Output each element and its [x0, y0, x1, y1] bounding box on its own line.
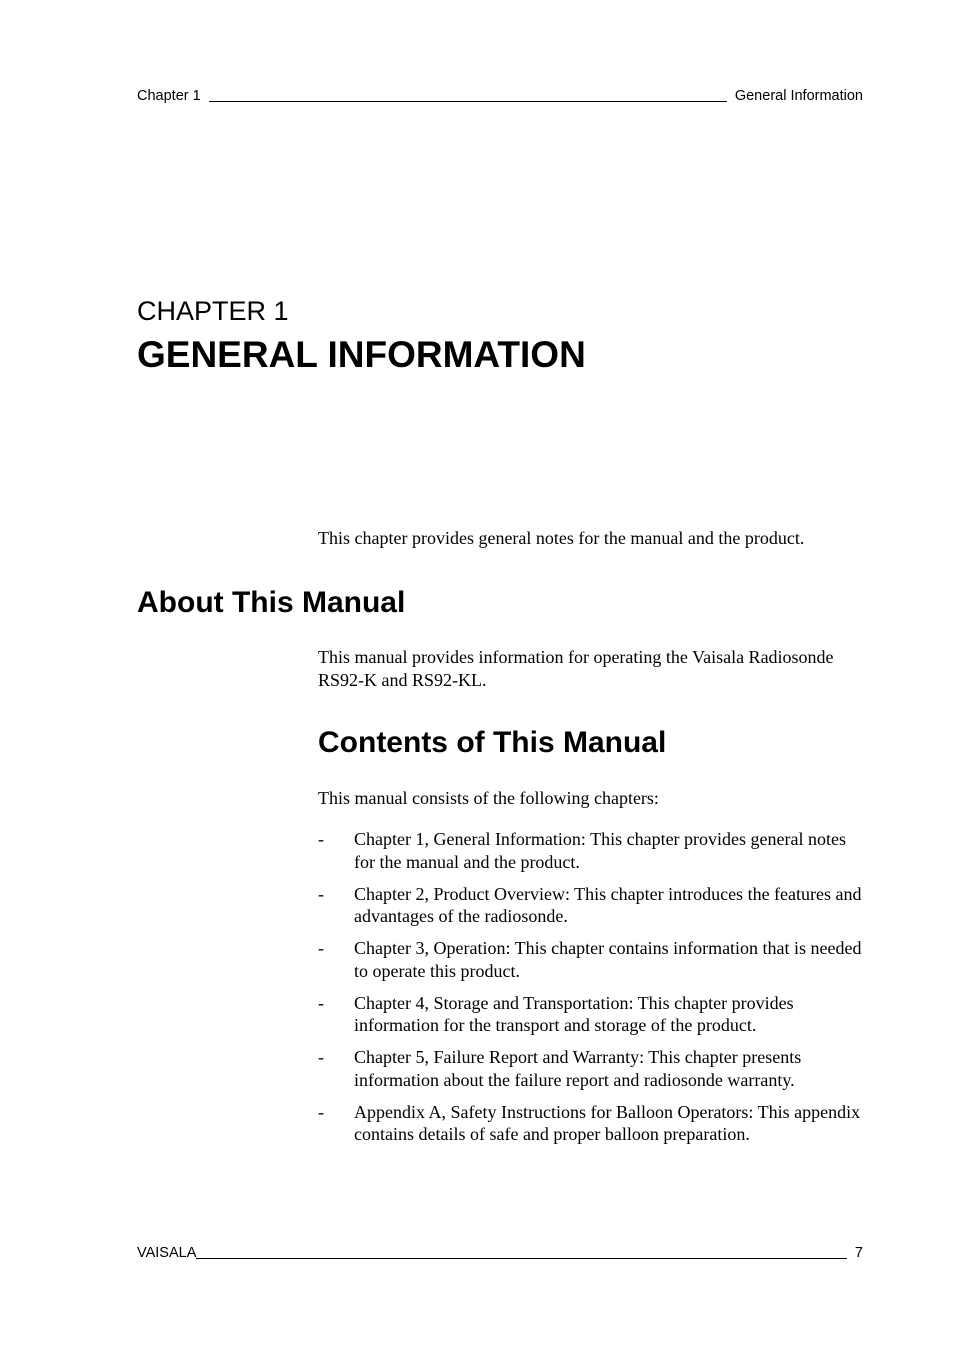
about-paragraph: This manual provides information for operating the Vaisala Radiosonde RS92-K and RS92-KL. — [318, 647, 834, 690]
chapter-title: GENERAL INFORMATION — [137, 334, 586, 375]
chapter-label: CHAPTER 1 — [137, 296, 289, 326]
running-header — [137, 87, 863, 105]
page-number: 7 — [854, 1245, 863, 1261]
footer-company: VAISALA — [137, 1245, 197, 1261]
list-item-text: Chapter 4, Storage and Transportation: This chapter provides information for the transport and storage of the product. — [354, 992, 794, 1035]
contents-intro: This manual consists of the following chapters: — [318, 788, 659, 808]
list-item — [318, 1046, 866, 1091]
header-section-title: General Information — [734, 88, 863, 104]
list-bullet: - — [318, 938, 324, 958]
list-bullet: - — [318, 829, 324, 849]
contents-heading: Contents of This Manual — [318, 726, 667, 759]
list-item — [318, 992, 866, 1037]
header-rule — [209, 101, 727, 102]
list-item-text: Chapter 2, Product Overview: This chapter introduces the features and advantages of the radiosonde. — [354, 883, 862, 926]
list-item-text: Appendix A, Safety Instructions for Balloon Operators: This appendix contains details of safe and proper balloon preparation. — [354, 1101, 861, 1144]
chapter-intro: This chapter provides general notes for the manual and the product. — [318, 528, 805, 548]
list-item — [318, 937, 866, 982]
list-bullet: - — [318, 992, 324, 1013]
list-item — [318, 1101, 866, 1146]
list-bullet: - — [318, 1101, 324, 1122]
list-bullet: - — [318, 883, 324, 904]
list-item — [318, 883, 866, 928]
footer-rule — [196, 1258, 847, 1259]
header-chapter: Chapter 1 — [137, 88, 201, 104]
list-item-text: Chapter 5, Failure Report and Warranty: This chapter presents information about the failure report and radiosonde warranty. — [354, 1047, 802, 1090]
page-footer — [137, 1244, 863, 1262]
list-item-text: Chapter 3, Operation: This chapter contains information that is needed to operate this product. — [354, 938, 862, 981]
chapter-list — [318, 828, 866, 1155]
about-heading: About This Manual — [137, 586, 406, 619]
list-item — [318, 828, 866, 873]
list-bullet: - — [318, 1047, 324, 1067]
list-item-text: Chapter 1, General Information: This chapter provides general notes for the manual and the product. — [354, 829, 847, 872]
